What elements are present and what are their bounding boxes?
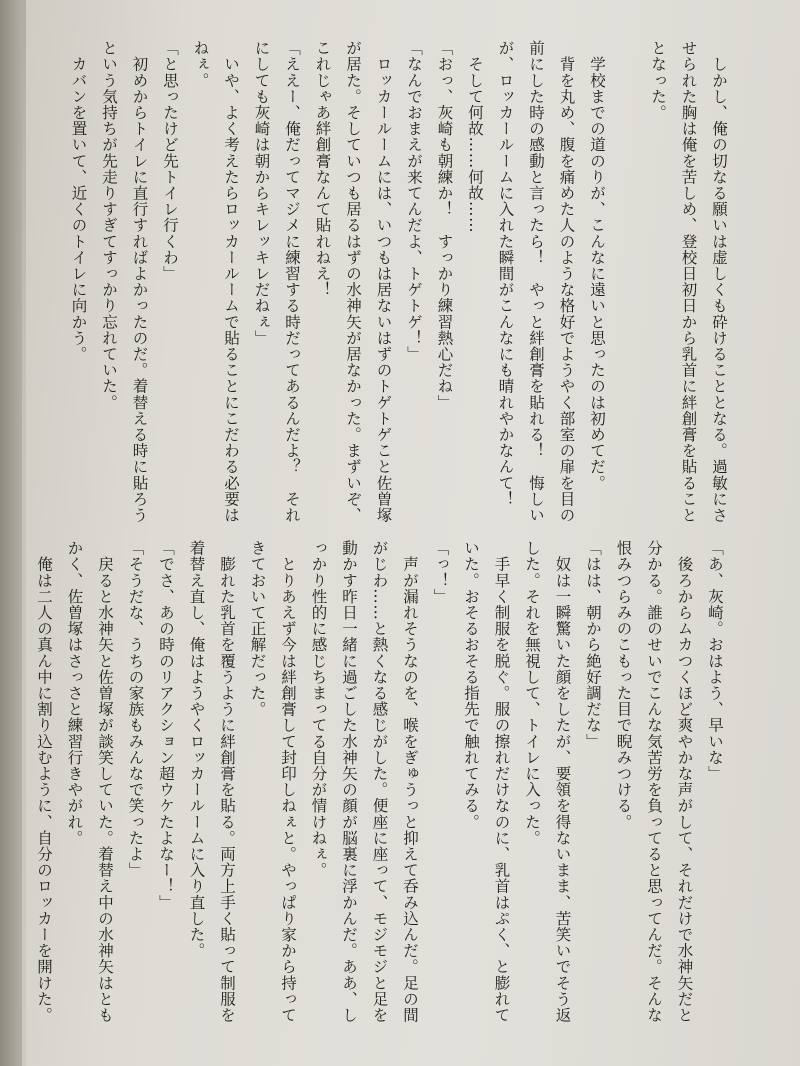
text-line: にしても灰崎は朝からキレッキレだねぇ」 [252,40,271,346]
upper-text-block [63,40,734,523]
text-line: 膨れた乳首を覆うように絆創膏を貼る。両方上手く貼って制服を [218,540,236,1023]
text-line: 分かる。誰のせいでこんな気苦労を負ってると思ってんだ。そんな [645,540,663,1023]
text-line: そして何故……何故…… [466,40,484,234]
text-line: きておいて正解だった。 [248,540,267,718]
text-line: 着替え直し、俺はようやくロッカールームに入り直した。 [187,540,206,959]
text-line: カバンを置いて、近くのトイレに向かう。 [69,40,88,362]
text-line: 戻ると水神矢と佐曽塚が談笑していた。着替え中の水神矢はとも [96,540,114,1023]
text-line: 声が漏れそうなのを、喉をぎゅうっと抑えて呑み込んだ。足の間 [401,540,419,1023]
text-line: した。それを無視して、トイレに入った。 [523,540,541,846]
book-page [26,0,800,1066]
text-line: 初めからトイレに直行すればよかったのだ。着替える時に貼ろう [130,40,149,523]
text-line: 背を丸め、腹を痛めた人のような格好でようやく部室の扉を目の [557,40,576,523]
text-line: いや、よく考えたらロッカールームで貼ることにこだわる必要は [222,40,240,523]
text-line: 「でさ、あの時のリアクション超ウケたよなー！」 [157,540,175,911]
text-line: 「あ、灰崎。おはよう、早いな」 [706,540,724,782]
text-line: 動かす昨日一緒に過ごした水神矢の顔が脳裏に浮かんだ。ああ、し [340,540,358,1023]
text-line: 手早く制服を脱ぐ。服の擦れだけなのに、乳首はぷく、と膨れて [492,540,511,1023]
text-line: 「っ！」 [431,540,450,605]
text-line: となった。 [649,40,667,121]
text-line: ロッカールームには、いつもは居ないはずのトゲトゲこと佐曽塚 [374,40,393,523]
text-line: っかり性的に感じちまってる自分が情けねぇ。 [309,540,328,879]
text-line: 前にした時の感動と言ったら！ やっと絆創膏を貼れる！ 悔しい [527,40,545,523]
text-line: せられた胸は俺を苦しめ、登校日初日から乳首に絆創膏を貼ること [679,40,698,523]
text-line: いた。おそるおそる指先で触れてみる。 [462,540,480,830]
text-line: かく、佐曽塚はさっさと練習行きやがれ。 [65,540,84,846]
text-line: 「ええー、俺だってマジメに練習する時だってあるんだよ？ それ [283,40,301,523]
text-line: 「おっ、灰崎も朝練か！ すっかり練習熱心だね」 [435,40,454,411]
text-line: 奴は一瞬驚いた顔をしたが、要領を得ないまま、苦笑いでそう返 [553,540,572,1023]
text-line: がじわ……と熱くなる感じがした。便座に座って、モジモジと足を [370,540,389,1023]
text-line: しかし、俺の切なる願いは虚しくも砕けることとなる。過敏にさ [710,40,728,523]
text-line: 俺は二人の真ん中に割り込むように、自分のロッカーを開けた。 [35,540,53,1023]
text-line: 「そうだな、うちの家族もみんなで笑ったよ」 [126,540,145,879]
text-line: ねぇ。 [191,40,210,89]
text-line: が居た。そしていつも居るはずの水神矢が居なかった。まずいぞ、 [344,40,362,523]
text-line: 「はは、朝から絶好調だな」 [584,540,602,750]
text-line: が、ロッカールームに入れた瞬間がこんなにも晴れやかなんて！ [496,40,515,507]
text-line: という気持ちが先走りすぎてすっかり忘れていた。 [100,40,118,411]
text-line: 「と思ったけど先トイレ行くわ」 [161,40,179,282]
text-line: 「なんでおまえが来てんだよ、トゲトゲ！」 [405,40,423,362]
page-edge-shadow [0,0,22,1066]
text-line: これじゃあ絆創膏なんて貼れねえ！ [313,40,332,298]
text-line: 後ろからムカつくほど爽やかな声がして、それだけで水神矢だと [675,540,694,1023]
text-line: 学校までの道のりが、こんなに遠いと思ったのは初めてだ。 [588,40,606,491]
text-line: とりあえず今は絆創膏して封印しねぇと。やっぱり家から持って [279,540,297,1023]
text-line: 恨みつらみのこもった目で睨みつける。 [614,540,633,830]
lower-text-block [29,540,731,1040]
text-line [612,40,643,510]
